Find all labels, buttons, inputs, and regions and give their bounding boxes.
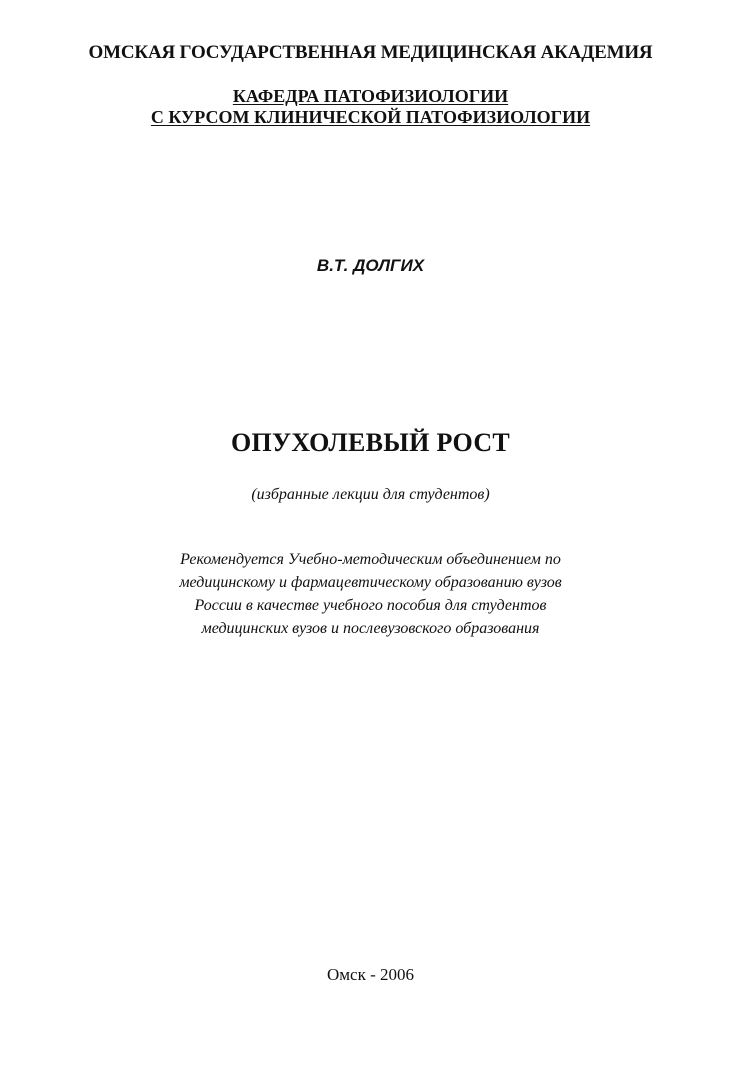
document-subtitle: (избранные лекции для студентов)	[251, 486, 490, 503]
recommendation-line-3: России в качестве учебного пособия для студентов	[194, 597, 547, 614]
recommendation-line-1: Рекомендуется Учебно-методическим объединением по	[180, 551, 561, 568]
institution-name: ОМСКАЯ ГОСУДАРСТВЕННАЯ МЕДИЦИНСКАЯ АКАДЕМИЯ	[88, 42, 653, 63]
city-year: Омск - 2006	[326, 965, 414, 984]
recommendation-line-2: медицинскому и фармацевтическому образованию вузов	[179, 574, 562, 591]
department-line-1: КАФЕДРА ПАТОФИЗИОЛОГИИ	[232, 86, 509, 106]
document-title: ОПУХОЛЕВЫЙ РОСТ	[230, 428, 511, 457]
department-line-2: С КУРСОМ КЛИНИЧЕСКОЙ ПАТОФИЗИОЛОГИИ	[150, 107, 591, 127]
author-name: В.Т. ДОЛГИХ	[316, 256, 425, 275]
recommendation-line-4: медицинских вузов и послевузовского образования	[201, 620, 540, 637]
